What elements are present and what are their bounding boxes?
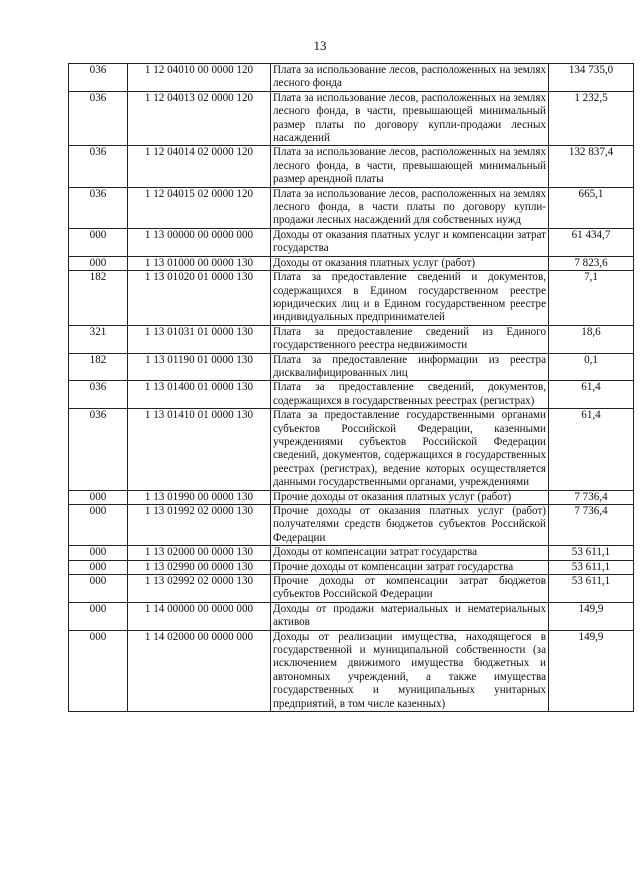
table-row xyxy=(69,256,634,270)
admin-code-cell: 000 xyxy=(69,490,128,504)
budget-classification-code-cell: 1 12 04013 02 0000 120 xyxy=(128,91,271,146)
admin-code-cell: 036 xyxy=(69,187,128,228)
revenue-name-cell: Доходы от оказания платных услуг и компенсации затрат государства xyxy=(271,228,549,256)
amount-cell: 149,9 xyxy=(549,602,634,630)
revenue-name-cell: Прочие доходы от оказания платных услуг (работ) получателями средств бюджетов субъектов Российской Федерации xyxy=(271,505,549,546)
revenue-table xyxy=(68,63,634,712)
budget-classification-code-cell: 1 14 02000 00 0000 000 xyxy=(128,630,271,711)
revenue-name-cell: Плата за предоставление сведений и документов, содержащихся в Едином государственном реестре юридических лиц и в Едином государственном реестре индивидуальных предпринимателей xyxy=(271,271,549,326)
admin-code-cell: 036 xyxy=(69,409,128,490)
admin-code-cell: 036 xyxy=(69,91,128,146)
admin-code-cell: 000 xyxy=(69,560,128,574)
revenue-name-cell: Плата за использование лесов, расположенных на землях лесного фонда xyxy=(271,64,549,92)
admin-code-cell: 036 xyxy=(69,146,128,187)
revenue-name-cell: Плата за предоставление информации из реестра дисквалифицированных лиц xyxy=(271,353,549,381)
budget-classification-code-cell: 1 13 00000 00 0000 000 xyxy=(128,228,271,256)
admin-code-cell: 000 xyxy=(69,575,128,603)
table-row xyxy=(69,409,634,490)
amount-cell: 53 611,1 xyxy=(549,546,634,560)
amount-cell: 665,1 xyxy=(549,187,634,228)
amount-cell: 18,6 xyxy=(549,325,634,353)
budget-classification-code-cell: 1 13 01031 01 0000 130 xyxy=(128,325,271,353)
revenue-name-cell: Доходы от продажи материальных и нематериальных активов xyxy=(271,602,549,630)
budget-classification-code-cell: 1 14 00000 00 0000 000 xyxy=(128,602,271,630)
revenue-name-cell: Плата за использование лесов, расположенных на землях лесного фонда, в части, превышающей минимальный размер арендной платы xyxy=(271,146,549,187)
table-row xyxy=(69,146,634,187)
amount-cell: 7 736,4 xyxy=(549,505,634,546)
amount-cell: 61,4 xyxy=(549,381,634,409)
budget-classification-code-cell: 1 13 01020 01 0000 130 xyxy=(128,271,271,326)
table-row xyxy=(69,575,634,603)
admin-code-cell: 036 xyxy=(69,381,128,409)
admin-code-cell: 000 xyxy=(69,546,128,560)
table-row xyxy=(69,353,634,381)
table-row xyxy=(69,546,634,560)
amount-cell: 53 611,1 xyxy=(549,560,634,574)
budget-classification-code-cell: 1 13 01190 01 0000 130 xyxy=(128,353,271,381)
revenue-name-cell: Доходы от реализации имущества, находящегося в государственной и муниципальной собственности (за исключением движимого имущества бюджетных и автономных учреждений, а также имущества государственных и муниципальных унитарных предприятий, в том числе казенных) xyxy=(271,630,549,711)
table-row xyxy=(69,505,634,546)
budget-classification-code-cell: 1 13 02990 00 0000 130 xyxy=(128,560,271,574)
budget-classification-code-cell: 1 13 02000 00 0000 130 xyxy=(128,546,271,560)
revenue-name-cell: Доходы от компенсации затрат государства xyxy=(271,546,549,560)
revenue-name-cell: Плата за использование лесов, расположенных на землях лесного фонда, в части, превышающей минимальный размер платы по договору купли-продажи лесных насаждений xyxy=(271,91,549,146)
budget-classification-code-cell: 1 12 04015 02 0000 120 xyxy=(128,187,271,228)
revenue-name-cell: Прочие доходы от компенсации затрат бюджетов субъектов Российской Федерации xyxy=(271,575,549,603)
admin-code-cell: 321 xyxy=(69,325,128,353)
admin-code-cell: 182 xyxy=(69,353,128,381)
revenue-name-cell: Прочие доходы от оказания платных услуг (работ) xyxy=(271,490,549,504)
admin-code-cell: 182 xyxy=(69,271,128,326)
revenue-name-cell: Прочие доходы от компенсации затрат государства xyxy=(271,560,549,574)
amount-cell: 134 735,0 xyxy=(549,64,634,92)
table-row xyxy=(69,381,634,409)
table-row xyxy=(69,271,634,326)
admin-code-cell: 000 xyxy=(69,505,128,546)
table-row xyxy=(69,325,634,353)
admin-code-cell: 036 xyxy=(69,64,128,92)
budget-classification-code-cell: 1 13 01992 02 0000 130 xyxy=(128,505,271,546)
table-row xyxy=(69,630,634,711)
table-row xyxy=(69,602,634,630)
table-row xyxy=(69,560,634,574)
page-number: 13 xyxy=(313,38,327,53)
revenue-table-body xyxy=(69,64,634,712)
admin-code-cell: 000 xyxy=(69,228,128,256)
amount-cell: 61 434,7 xyxy=(549,228,634,256)
budget-classification-code-cell: 1 13 01410 01 0000 130 xyxy=(128,409,271,490)
revenue-name-cell: Плата за предоставление сведений, документов, содержащихся в государственных реестрах (регистрах) xyxy=(271,381,549,409)
budget-classification-code-cell: 1 13 01000 00 0000 130 xyxy=(128,256,271,270)
budget-classification-code-cell: 1 12 04010 00 0000 120 xyxy=(128,64,271,92)
amount-cell: 7,1 xyxy=(549,271,634,326)
amount-cell: 149,9 xyxy=(549,630,634,711)
budget-classification-code-cell: 1 13 01400 01 0000 130 xyxy=(128,381,271,409)
revenue-name-cell: Доходы от оказания платных услуг (работ) xyxy=(271,256,549,270)
amount-cell: 7 823,6 xyxy=(549,256,634,270)
table-row xyxy=(69,228,634,256)
amount-cell: 132 837,4 xyxy=(549,146,634,187)
admin-code-cell: 000 xyxy=(69,630,128,711)
budget-classification-code-cell: 1 12 04014 02 0000 120 xyxy=(128,146,271,187)
amount-cell: 61,4 xyxy=(549,409,634,490)
admin-code-cell: 000 xyxy=(69,602,128,630)
amount-cell: 7 736,4 xyxy=(549,490,634,504)
revenue-name-cell: Плата за предоставление государственными органами субъектов Российской Федерации, казенными учреждениями субъектов Российской Федерации сведений, документов, содержащихся в государственных реестрах (регистрах), ведение которых осуществляется данными государственными органами, учреждениями xyxy=(271,409,549,490)
amount-cell: 53 611,1 xyxy=(549,575,634,603)
revenue-name-cell: Плата за предоставление сведений из Единого государственного реестра недвижимости xyxy=(271,325,549,353)
table-row xyxy=(69,64,634,92)
table-row xyxy=(69,187,634,228)
table-row xyxy=(69,490,634,504)
budget-classification-code-cell: 1 13 02992 02 0000 130 xyxy=(128,575,271,603)
admin-code-cell: 000 xyxy=(69,256,128,270)
amount-cell: 0,1 xyxy=(549,353,634,381)
revenue-name-cell: Плата за использование лесов, расположенных на землях лесного фонда, в части платы по договору купли-продажи лесных насаждений для собственных нужд xyxy=(271,187,549,228)
amount-cell: 1 232,5 xyxy=(549,91,634,146)
table-row xyxy=(69,91,634,146)
budget-classification-code-cell: 1 13 01990 00 0000 130 xyxy=(128,490,271,504)
